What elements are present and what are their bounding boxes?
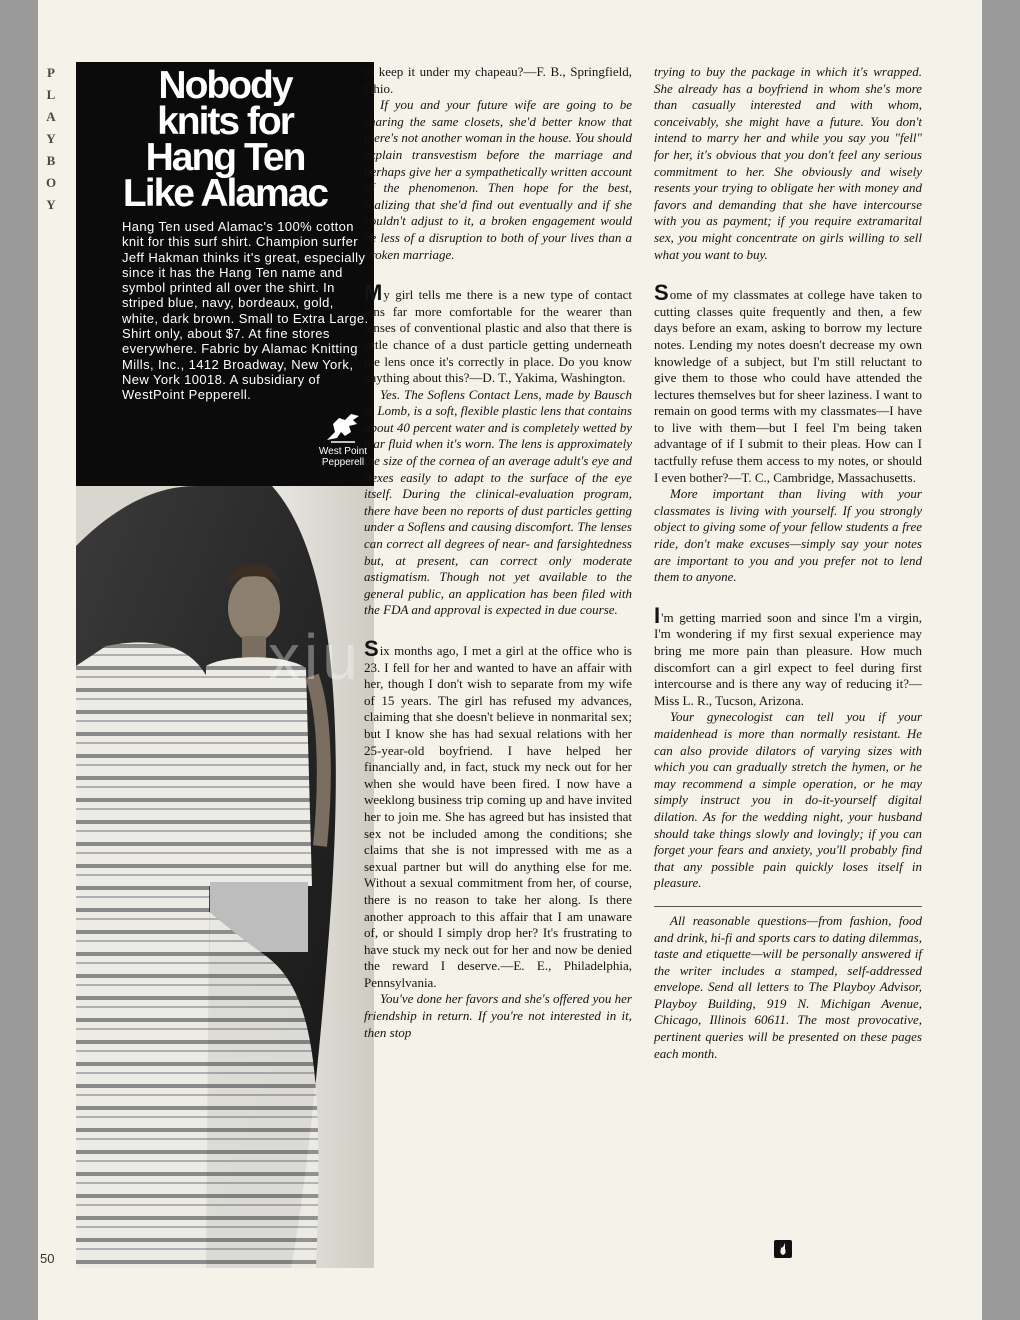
closing-note: All reasonable questions—from fashion, food and drink, hi-fi and sports cars to dating dilemmas, taste and etiquette—will be personally answered if the writer includes a stamped, self-addressed envelope. Send all letters to The Playboy Advisor, Playboy Building, 919 N. Michigan Avenue, Chicago, Illinois 60611. The most provocative, pertinent queries will be presented on these pages each month. [654,912,922,1061]
advertisement [76,62,374,1268]
page-number: 50 [40,1251,55,1266]
question-text: y girl tells me there is a new type of contact lens far more comfortable for the wearer than lenses of conventional plastic and also that there is little chance of a dust particle getting underneath the lens once it's correctly in place. Do you know anything about this?—D. T., Yakima, Washington. [364,287,632,386]
question [654,280,922,486]
question-text: ome of my classmates at college have taken to cutting classes quite frequently and then, a few days before an exam, asking to borrow my lecture notes. Lending my notes doesn't decrease my own knowledge of a subject, but I'm still reluctant to give them to those who could have attended the lectures themselves but for sheer laziness. I want to remain on good terms with my classmates—I have to live with them—but I feel I'm being taken advantage of if I submit to their pleas. How can I tactfully refuse them access to my notes, or should I even bother?—T. C., Cambridge, Massachusetts. [654,287,922,485]
brand-letter: Y [46,131,56,146]
answer: Yes. The Soflens Contact Lens, made by Bausch & Lomb, is a soft, flexible plastic lens that contains about 40 percent water and is completely wetted by tear fluid when it's worn. The lens is approximately the size of the cornea of an average adult's eye and flexes easily to adapt to the surface of the eye itself. During the clinical-evaluation program, there have been no reports of dust particles getting under a Soflens and causing discomfort. The lenses can correct all degrees of near- and farsightedness but, at present, can correct only moderate astigmatism. Though not yet available to the general public, an application has been filed with the FDA and approval is expected in due course. [364,386,632,618]
answer: More important than living with your classmates is living with yourself. If you strongly object to giving some of your fellow students a free ride, don't make excuses—simply say your notes are important to you and you prefer not to lend them to anyone. [654,486,922,585]
watermark: xiu [268,621,362,693]
brand-letter: L [46,87,56,102]
brand-letter: A [46,109,56,124]
question [364,636,632,991]
answer-continued: trying to buy the package in which it's wrapped. She already has a boyfriend in whom she's more than casually interested and with whom, conceivably, she might have a future. You don't intend to marry her and while you say you "fell" for her, it's obvious that you don't feel any serious commitment to her. She obviously and wisely resents your trying to obligate her with money and favors and demanding that she have intercourse with you as payment; if you require extramarital sex, you might concentrate on girls willing to sell what you want to buy. [654,64,922,262]
divider [654,906,922,907]
brand-letter: O [45,175,57,190]
question-text: ix months ago, I met a girl at the office who is 23. I fell for her and wanted to have an affair with her, though I don't wish to separate from my wife of 15 years. The girl has refused my advances, claiming that she doesn't believe in nonmarital sex; but I know she has had sexual relations with her 25-year-old boyfriend. I have helped her financially and, in fact, stuck my neck out for her when she would have been fired. I now have a weeklong business trip coming up and have invited her to join me. She has agreed but has insisted that sex not be included among the conditions; she claims that she is not impressed with me as a sexual partner but will do anything else for me. Without a sexual commitment from her, of course, there is no reason to take her along. Is there another approach to this affair that I am unaware of, or should I simply drop her? It's frustrating to have stuck my neck out for her and now be denied the reward I deserve.—E. E., Philadelphia, Pennsylvania. [364,643,632,990]
playboy-bunny-icon [774,1240,792,1258]
brand-letter: Y [46,197,56,212]
drop-cap: I [654,602,661,628]
question [654,602,922,710]
logo-line: Pepperell [321,457,365,468]
answer: If you and your future wife are going to be sharing the same closets, she'd better know that there's not another woman in the house. You should explain transvestism before the marriage and perhaps give her a sympathetically written account of the phenomenon. Then hope for the best, realizing that she'd find out eventually and if she couldn't adjust to it, a broken engagement would be less of a disruption to both of your lives than a broken marriage. [364,97,632,262]
logo-line: West Point [318,446,368,457]
surfer-photo [76,486,374,1268]
sidebar-brand [42,62,60,216]
magazine-page [38,0,982,1320]
answer: Your gynecologist can tell you if your maidenhead is more than normally resistant. He can also provide dilators of varying sizes with which you can gradually stretch the hymen, or he may recommend a simple operation, or he may simply instruct you in do-it-yourself digital dilation. As for the wedding night, your husband should take things slowly and lovingly; if you can forget your fears and anxiety, you'll probably find that any possible pain quickly loses itself in pleasure. [654,709,922,891]
question-text: 'm getting married soon and since I'm a virgin, I'm wondering if my first sexual experience may bring me more pain than pleasure. How much discomfort can a girl expect to feel during first intercourse and is there any way of reducing it?—Miss L. R., Tucson, Arizona. [654,609,922,708]
headline-line: Nobody [158,64,292,107]
drop-cap: M [364,280,383,306]
text-column-1 [364,64,632,1041]
drop-cap: S [364,636,379,661]
headline-line: Like Alamac [122,172,328,215]
headline-line: knits for [157,100,293,143]
text-column-2 [654,64,922,1062]
answer: You've done her favors and she's offered you her friendship in return. If you're not interested in it, then stop [364,991,632,1040]
brand-letter: B [46,153,56,168]
ad-body-copy: Hang Ten used Alamac's 100% cotton knit for this surf shirt. Champion surfer Jeff Hakman thinks it's great, especially since it has the Hang Ten name and symbol printed all over the shirt. In striped blue, navy, bordeaux, gold, white, dark brown. Small to Extra Large. Shirt only, about $7. At fine stores everywhere. Fabric by Alamac Knitting Mills, Inc., 1412 Broadway, New York, New York 10018. A subsidiary of WestPoint Pepperell. [122,219,369,403]
headline-line: Hang Ten [145,136,305,179]
brand-letter: P [47,65,55,80]
question [364,280,632,387]
question-continued: to keep it under my chapeau?—F. B., Springfield, Ohio. [364,64,632,96]
griffin-icon [323,410,363,444]
drop-cap: S [654,280,669,306]
ad-headline [76,64,374,215]
